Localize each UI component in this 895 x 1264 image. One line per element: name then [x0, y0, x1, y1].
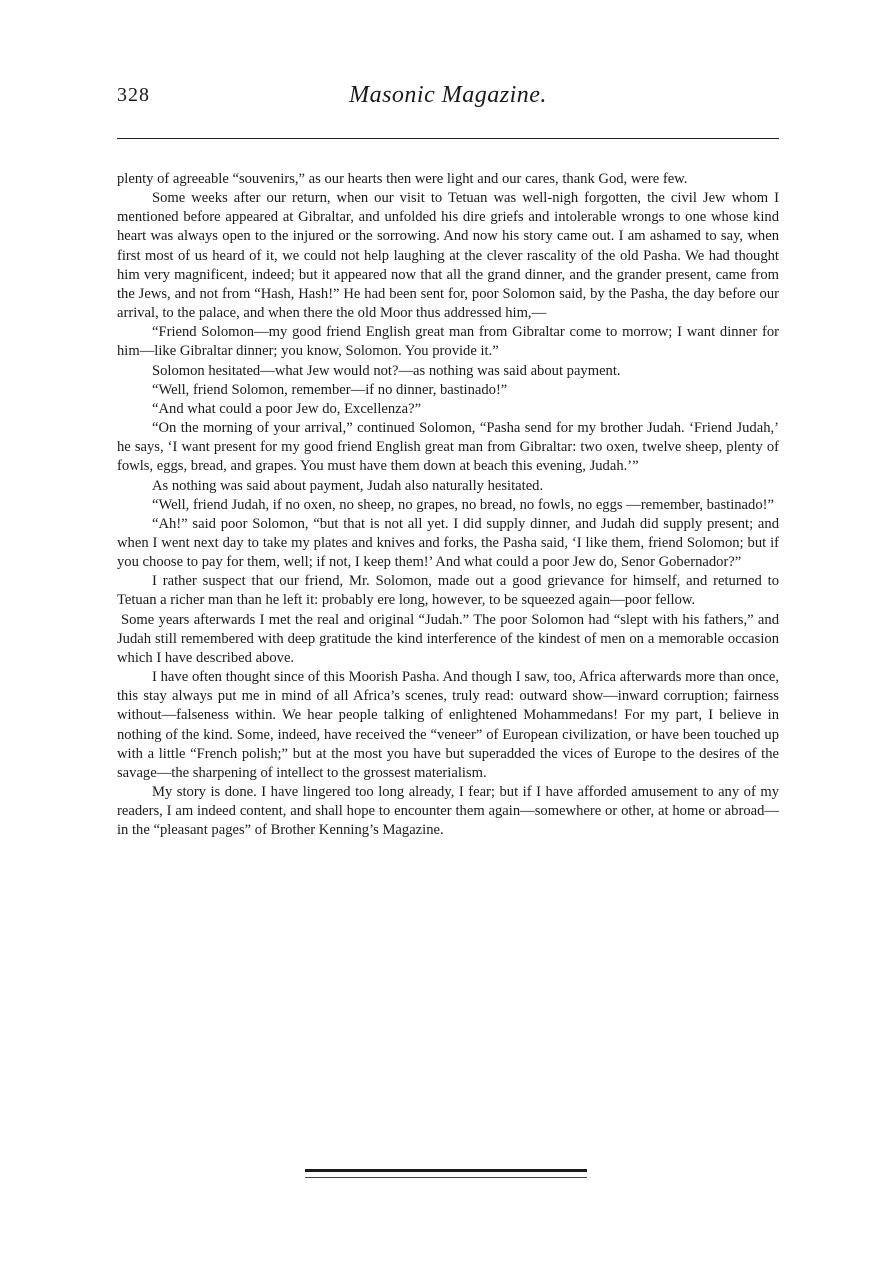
paragraph: “Well, friend Solomon, remember—if no dinner, bastinado!”: [152, 381, 508, 398]
paragraph: Some weeks after our return, when our visit to Tetuan was well-nigh forgotten, the civil Jew whom I mentioned before appeared at Gibraltar, and unfolded his dire griefs and intolerable wrongs to one whose kind heart was always open to the injured or the sorrowing. And now his story came out. I am ashamed to say, when first most of us heard of it, we could not help laughing at the clever rascality of the old Pasha. We had thought him very magnificent, indeed; but it appeared now that all the grand dinner, and the grander present, came from the Jews, and not from “Hash, Hash!” He had been sent for, poor Solomon said, by the Pasha, the day before our arrival, to the palace, and when there the old Moor thus addressed him,—: [117, 190, 779, 322]
running-title: Masonic Magazine.: [349, 82, 547, 108]
paragraph: “Well, friend Judah, if no oxen, no sheep, no grapes, no bread, no fowls, no eggs —remember, bastinado!”: [152, 496, 774, 513]
article-body: [117, 170, 779, 840]
paragraph: Solomon hesitated—what Jew would not?—as nothing was said about payment.: [152, 362, 621, 379]
page-number: 328: [117, 84, 150, 106]
paragraph: I rather suspect that our friend, Mr. Solomon, made out a good grievance for himself, and returned to Tetuan a richer man than he left it: probably ere long, however, to be squeezed again—poor fellow.: [117, 573, 779, 609]
end-rule-thick: [305, 1169, 587, 1172]
paragraph: Some years afterwards I met the real and original “Judah.” The poor Solomon had “slept with his fathers,” and Judah still remembered with deep gratitude the kind interference of the kindest of men on a memorable occasion which I have described above.: [117, 611, 779, 666]
paragraph: “Friend Solomon—my good friend English great man from Gibraltar come to morrow; I want dinner for him—like Gibraltar dinner; you know, Solomon. You provide it.”: [117, 324, 779, 360]
paragraph: I have often thought since of this Moorish Pasha. And though I saw, too, Africa afterwards more than once, this stay always put me in mind of all Africa’s scenes, truly read: outward show—inward corruption; fairness without—falseness within. We hear people talking of enlightened Mohammedans! For my part, I believe in nothing of the kind. Some, indeed, have received the “veneer” of European civilization, or have been touched up with a little “French polish;” but at the most you have but superadded the vices of Europe to the desires of the savage—the sharpening of intellect to the grossest materialism.: [117, 669, 779, 781]
paragraph: “And what could a poor Jew do, Excellenza?”: [152, 400, 422, 417]
paragraph: As nothing was said about payment, Judah also naturally hesitated.: [152, 477, 544, 494]
paragraph: “Ah!” said poor Solomon, “but that is not all yet. I did supply dinner, and Judah did supply present; and when I went next day to take my plates and knives and forks, the Pasha said, ‘I like them, friend Solomon; but if you choose to pay for them, well; if not, I keep them!’ And what could a poor Jew do, Senor Gobernador?”: [117, 515, 779, 571]
paragraph: plenty of agreeable “souvenirs,” as our hearts then were light and our cares, thank God, were few.: [117, 171, 688, 187]
end-rule-thin: [305, 1177, 587, 1178]
paragraph: “On the morning of your arrival,” continued Solomon, “Pasha send for my brother Judah. ‘Friend Judah,’ he says, ‘I want present for my good friend English great man from Gibraltar: two oxen, twelve sheep, plenty of fowls, eggs, bread, and grapes. You must have them down at beach this evening, Judah.’”: [117, 420, 779, 475]
header-rule: [117, 138, 779, 139]
page-header: [117, 76, 779, 118]
paragraph: My story is done. I have lingered too long already, I fear; but if I have afforded amusement to any of my readers, I am indeed content, and shall hope to encounter them again—somewhere or other, at home or abroad—in the “pleasant pages” of Brother Kenning’s Magazine.: [117, 784, 779, 839]
